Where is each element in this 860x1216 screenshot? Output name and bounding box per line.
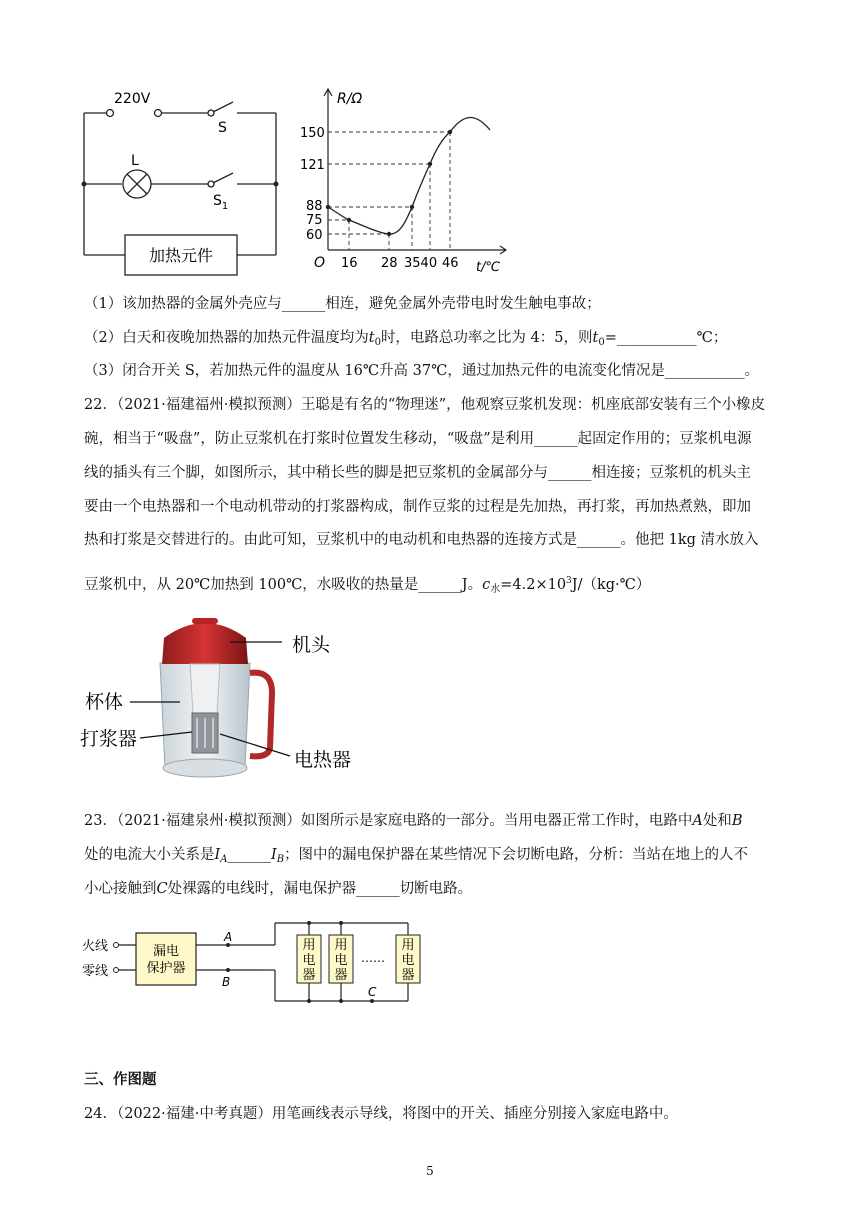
label-cup: 杯体 [85,691,124,713]
graph-ytick: 150 [300,126,325,141]
resistance-temperature-graph [300,85,515,280]
protector-label-1: 漏电 [152,944,180,959]
lamp-label: L [131,153,139,169]
point-c-label: C [368,985,377,999]
appliance-char: 器 [401,968,415,983]
q23-line2: 处的电流大小关系是$I_A\_\_\_\_\_\_I_B$；图中的漏电保护器在某些情况下会切断电路，分析：当站在地上的人不 [84,847,749,865]
q22-line1: 22．（2021·福建福州·模拟预测）王聪是有名的“物理迷”，他观察豆浆机发现：机座底部安装有三个小橡皮 [84,397,766,413]
live-wire-label: 火线 [82,939,109,954]
appliance-char: 电 [334,953,348,968]
q23-line3: 小心接触到C处裸露的电线时，漏电保护器______切断电路。 [84,881,473,897]
appliance-char: 用 [401,938,415,953]
graph-ytick: 60 [306,228,323,243]
appliance-char: 电 [401,953,415,968]
switch-s-label: S [218,120,227,136]
heater-element-label: 加热元件 [148,246,214,265]
neutral-wire-label: 零线 [82,964,109,979]
page-number: 5 [426,1164,434,1178]
voltage-label: 220V [114,91,151,107]
q21-part3: （3）闭合开关 S，若加热元件的温度从 16℃升高 37℃，通过加热元件的电流变化情况是___________。 [84,363,760,379]
appliance-char: 用 [334,938,348,953]
switch-s1-label: $S_1$ [213,193,229,212]
point-a-label: A [224,930,233,944]
ellipsis: …… [361,951,385,965]
soymilk-machine-figure [80,608,380,788]
q22-line6: 豆浆机中，从 20℃加热到 100℃，水吸收的热量是______J。$c_水=4.2\times 10^3J/(kg\cdot℃)$ [84,576,651,595]
graph-xlabel: t/℃ [476,260,501,275]
resistance-curve [328,117,490,234]
label-blender: 打浆器 [80,728,138,750]
q22-line4: 要由一个电热器和一个电动机带动的打浆器构成，制作豆浆的过程是先加热，再打浆，再加热煮熟，即加 [84,499,751,515]
heater-circuit-diagram [80,85,280,280]
q22-line2: 碗，相当于“吸盘”，防止豆浆机在打浆时位置发生移动，“吸盘”是利用______起固定作用的；豆浆机电源 [84,431,752,447]
appliance-char: 电 [302,953,316,968]
graph-ytick: 75 [306,213,323,228]
appliance-char: 器 [334,968,348,983]
graph-origin: O [314,255,326,271]
q21-part1: （1）该加热器的金属外壳应与______相连，避免金属外壳带电时发生触电事故； [84,296,601,312]
protector-label-2: 保护器 [146,961,186,976]
label-heater: 电热器 [294,749,352,771]
graph-ylabel: R/Ω [337,91,363,107]
graph-xtick: 3540 [404,256,438,271]
q24-text: 24．（2022·福建·中考真题）用笔画线表示导线，将图中的开关、插座分别接入家庭电路中。 [84,1106,678,1122]
graph-xtick: 46 [442,256,459,271]
graph-xtick: 16 [341,256,358,271]
graph-ytick: 88 [306,199,323,214]
section-title: 三、作图题 [84,1072,157,1088]
label-head: 机头 [292,634,331,656]
q23-line1: 23．（2021·福建泉州·模拟预测）如图所示是家庭电路的一部分。当用电器正常工作时，电路中A处和B [84,813,743,829]
appliance-char: 器 [302,968,316,983]
q22-line3: 线的插头有三个脚，如图所示，其中稍长些的脚是把豆浆机的金属部分与______相连接；豆浆机的机头主 [84,465,751,481]
graph-xtick: 28 [381,256,398,271]
appliance-char: 用 [302,938,316,953]
point-b-label: B [222,975,231,989]
household-circuit-diagram [80,915,440,1010]
graph-ytick: 121 [300,158,325,173]
q21-part2: （2）白天和夜晚加热器的加热元件温度均为$t_0$时，电路总功率之比为 4：5，则$t_0=\_\_\_\_\_\_\_\_\_\_\_℃$； [84,330,728,348]
q22-line5: 热和打浆是交替进行的。由此可知，豆浆机中的电动机和电热器的连接方式是______。他把 1kg 清水放入 [84,532,759,548]
